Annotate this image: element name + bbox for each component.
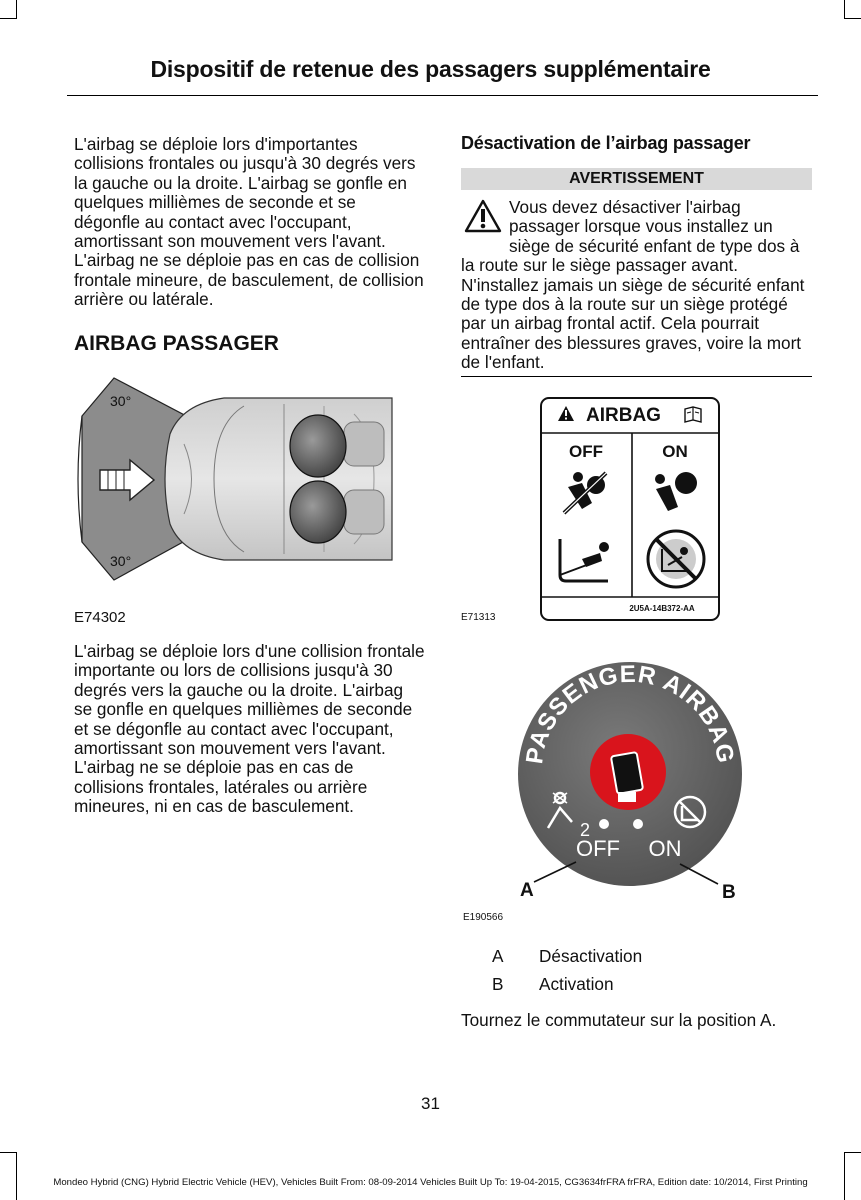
crop-mark-bottom-right	[844, 1152, 845, 1200]
no-rear-facing-seat-icon	[648, 531, 704, 587]
switch-off-label: OFF	[576, 836, 620, 861]
callout-a: A	[520, 880, 534, 901]
page-title: Dispositif de retenue des passagers supplémentaire	[150, 56, 711, 82]
crop-mark-bottom-left	[16, 1152, 17, 1200]
figure-ref-e74302: E74302	[74, 609, 126, 626]
passenger-airbag-paragraph: L'airbag se déploie lors d'une collision frontale importante ou lors de collisions jusqu'à 30 degrés vers la gauche ou la droite. L'airbag se gonfle en quelques millièmes de seconde et se dégonfle au contact avec l'occupant, amortissant son mouvement vers l'avant. L'airbag ne se déploie pas en cas de collisions frontales, latérales ou arrière mineures, ni en cas de basculement.	[74, 641, 425, 817]
page-number: 31	[421, 1094, 440, 1113]
label-title: AIRBAG	[586, 405, 661, 426]
switch-on-label: ON	[648, 836, 682, 861]
section-heading-deactivation: Désactivation de l’airbag passager	[461, 133, 751, 153]
crop-mark-top-left-h	[0, 18, 17, 19]
airbag-deployment-figure	[74, 374, 394, 584]
warning-text	[461, 198, 813, 373]
angle-label-bottom: 30°	[110, 553, 132, 569]
footer-edition-info: Mondeo Hybrid (CNG) Hybrid Electric Vehicle (HEV), Vehicles Built From: 08-09-2014 Vehicles Built Up To: 19-04-2015, CG3634frFRA frFRA, Edition date: 10/2014, First Printing	[53, 1177, 808, 1188]
warning-title: AVERTISSEMENT	[461, 168, 812, 190]
figure-ref-e71313: E71313	[461, 612, 496, 623]
legend-key-a: A	[492, 946, 504, 966]
warning-bottom-rule	[461, 376, 812, 377]
warning-text-body: Vous devez désactiver l'airbag passager lorsque vous installez un siège de sécurité enfant de type dos à la route sur le siège passager avant. N'installez jamais un siège de sécurité enfant de type dos à la route sur un siège protégé par un airbag frontal actif. Cela pourrait entraîner des blessures graves, voire la mort de l'enfant.	[461, 197, 805, 373]
legend-key-b: B	[492, 974, 504, 994]
switch-position-number: 2	[580, 820, 591, 840]
crop-mark-top-left	[16, 0, 17, 18]
label-on: ON	[662, 442, 688, 461]
label-part-code: 2U5A-14B372-AA	[629, 604, 695, 613]
passenger-airbag-switch-figure	[500, 660, 760, 910]
callout-b: B	[722, 882, 736, 903]
label-off: OFF	[569, 442, 603, 461]
figure-ref-e190566: E190566	[463, 912, 504, 923]
legend-value-a: Désactivation	[539, 946, 643, 966]
legend-value-b: Activation	[539, 974, 614, 994]
intro-paragraph: L'airbag se déploie lors d'importantes collisions frontales ou jusqu'à 30 degrés vers la gauche ou la droite. L'airbag se gonfle en quelques millièmes de seconde et se dégonfle au contact avec l'occupant, amortissant son mouvement vers l'avant. L'airbag ne se déploie pas en cas de collision frontale mineure, de basculement, de collision arrière ou latérale.	[74, 134, 424, 310]
airbag-label-figure	[540, 397, 720, 621]
crop-mark-top-right	[844, 0, 845, 18]
instruction-text: Tournez le commutateur sur la position A.	[461, 1010, 777, 1030]
crop-mark-top-right-h	[844, 18, 861, 19]
section-heading-passenger-airbag: AIRBAG PASSAGER	[74, 332, 279, 355]
airbag-lower	[290, 481, 346, 543]
airbag-upper	[290, 415, 346, 477]
angle-label-top: 30°	[110, 393, 132, 409]
crop-mark-bottom-left-h	[0, 1152, 17, 1153]
switch-ring-text: PASSENGER AIRBAG	[521, 660, 740, 766]
header-divider	[67, 95, 818, 96]
crop-mark-bottom-right-h	[844, 1152, 861, 1153]
